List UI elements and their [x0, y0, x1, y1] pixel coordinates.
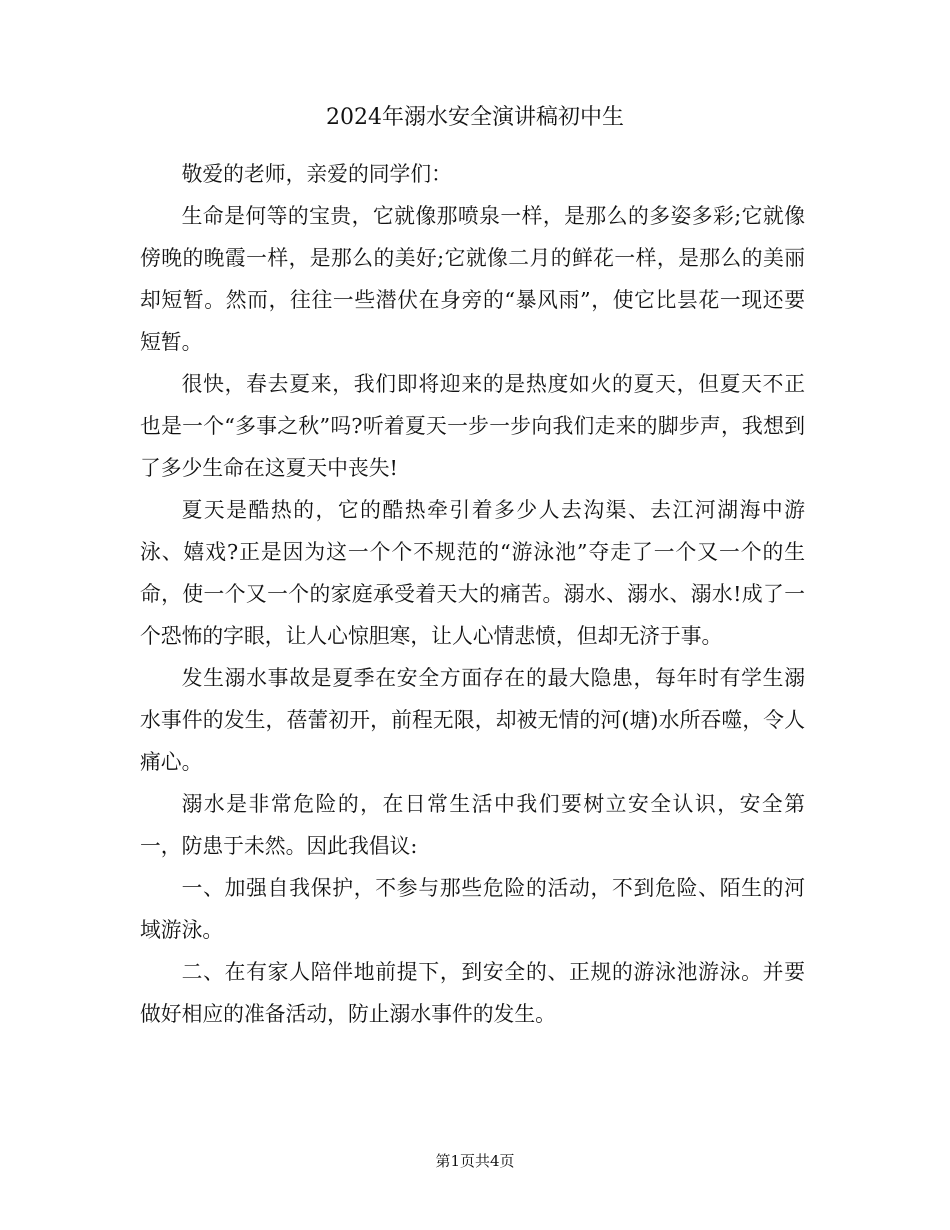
paragraph: 发生溺水事故是夏季在安全方面存在的最大隐患，每年时有学生溺水事件的发生，蓓蕾初开，前程无限，却被无情的河(塘)水所吞噬，令人痛心。 [140, 666, 805, 774]
paragraph: 一、加强自我保护，不参与那些危险的活动，不到危险、陌生的河域游泳。 [140, 876, 805, 942]
paragraph: 生命是何等的宝贵，它就像那喷泉一样，是那么的多姿多彩;它就像傍晚的晚霞一样，是那么的美好;它就像二月的鲜花一样，是那么的美丽却短暂。然而，往往一些潜伏在身旁的“暴风雨”，使它比昙花一现还要短暂。 [140, 204, 805, 354]
paragraph: 溺水是非常危险的，在日常生活中我们要树立安全认识，安全第一，防患于未然。因此我倡议: [140, 792, 805, 858]
paragraph: 夏天是酷热的，它的酷热牵引着多少人去沟渠、去江河湖海中游泳、嬉戏?正是因为这一个个不规范的“游泳池”夺走了一个又一个的生命，使一个又一个的家庭承受着天大的痛苦。溺水、溺水、溺水!成了一个恐怖的字眼，让人心惊胆寒，让人心情悲愤，但却无济于事。 [140, 498, 805, 648]
document-body [140, 153, 805, 1035]
document-title: 2024年溺水安全演讲稿初中生 [326, 105, 624, 130]
page-number-footer: 第1页共4页 [435, 1152, 515, 1170]
paragraph: 很快，春去夏来，我们即将迎来的是热度如火的夏天，但夏天不正也是一个“多事之秋”吗?听着夏天一步一步向我们走来的脚步声，我想到了多少生命在这夏天中丧失! [140, 372, 805, 480]
paragraph: 二、在有家人陪伴地前提下，到安全的、正规的游泳池游泳。并要做好相应的准备活动，防止溺水事件的发生。 [140, 960, 805, 1026]
paragraph-greeting: 敬爱的老师，亲爱的同学们： [181, 162, 452, 186]
